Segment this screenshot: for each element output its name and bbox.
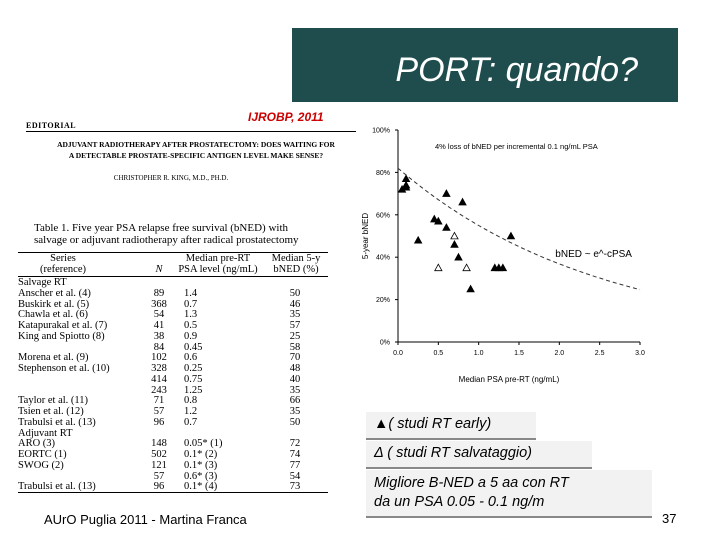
data-point-early bbox=[455, 254, 462, 260]
table-caption bbox=[34, 222, 334, 246]
table-row bbox=[18, 406, 328, 417]
header-series: Series bbox=[50, 253, 76, 264]
table-row bbox=[18, 395, 328, 406]
conclusion-line-2: da un PSA 0.05 - 0.1 ng/m bbox=[374, 494, 545, 510]
cell-reference: ARO (3) bbox=[18, 438, 56, 450]
cell-n: 71 bbox=[153, 395, 165, 407]
table-caption-line-2: salvage or adjuvant radiotherapy after radical prostatectomy bbox=[34, 234, 299, 246]
cell-reference: Katapurakal et al. (7) bbox=[18, 320, 108, 331]
article-author: CHRISTOPHER R. KING, M.D., PH.D. bbox=[113, 174, 229, 182]
cell-bned: 40 bbox=[289, 373, 301, 385]
table-row bbox=[18, 481, 328, 492]
cell-psa: 0.25 bbox=[184, 363, 203, 374]
table-caption-line-1: Table 1. Five year PSA relapse free survival (bNED) with bbox=[34, 222, 288, 234]
header-n: N bbox=[155, 264, 163, 275]
data-point-early bbox=[415, 237, 422, 243]
data-point-early bbox=[507, 232, 514, 238]
cell-n: 148 bbox=[151, 438, 167, 450]
table-row bbox=[18, 299, 328, 310]
cell-bned: 46 bbox=[289, 298, 301, 310]
cell-bned: 58 bbox=[289, 341, 301, 353]
cell-bned: 73 bbox=[289, 481, 301, 493]
table-header-row-1 bbox=[18, 253, 328, 264]
table-row bbox=[18, 460, 328, 471]
y-tick-label: 80% bbox=[375, 169, 390, 177]
data-point-early bbox=[443, 190, 450, 196]
cell-n: 243 bbox=[151, 384, 167, 396]
cell-reference: King and Spiotto (8) bbox=[18, 330, 105, 342]
slide-title: PORT: quando? bbox=[395, 50, 638, 89]
cell-psa: 0.7 bbox=[184, 416, 198, 428]
cell-psa: 0.1* (2) bbox=[184, 449, 218, 460]
x-tick-label: 1.5 bbox=[514, 350, 524, 357]
table-row bbox=[18, 342, 328, 353]
cell-n: 38 bbox=[153, 330, 165, 342]
header-psa-unit: PSA level (ng/mL) bbox=[178, 264, 258, 275]
header-reference: (reference) bbox=[39, 264, 87, 275]
x-axis-label: Median PSA pre-RT (ng/mL) bbox=[458, 375, 560, 384]
table-row bbox=[18, 320, 328, 331]
chart-title: 4% loss of bNED per incremental 0.1 ng/mL PSA bbox=[435, 142, 598, 151]
cell-psa: 1.3 bbox=[184, 309, 198, 321]
table-row bbox=[18, 374, 328, 385]
data-point-early bbox=[443, 224, 450, 230]
cell-n: 89 bbox=[153, 287, 165, 299]
table-row bbox=[18, 288, 328, 299]
data-point-early bbox=[451, 241, 458, 247]
cell-psa: 0.75 bbox=[184, 373, 203, 385]
cell-reference: Anscher et al. (4) bbox=[18, 287, 91, 299]
cell-n: 328 bbox=[151, 363, 167, 374]
headline-line-2: A DETECTABLE PROSTATE-SPECIFIC ANTIGEN LEVEL MAKE SENSE? bbox=[68, 151, 324, 160]
data-point-salvage bbox=[451, 232, 458, 238]
table-row bbox=[18, 331, 328, 342]
cell-reference: EORTC (1) bbox=[18, 449, 67, 460]
title-banner bbox=[292, 28, 678, 102]
cell-psa: 0.1* (4) bbox=[184, 481, 218, 493]
cell-bned: 35 bbox=[289, 309, 301, 321]
y-tick-label: 40% bbox=[375, 254, 390, 262]
cell-psa: 0.1* (3) bbox=[184, 459, 218, 471]
y-tick-label: 60% bbox=[375, 212, 390, 220]
cell-reference: Stephenson et al. (10) bbox=[18, 363, 110, 374]
header-bned-unit: bNED (%) bbox=[273, 264, 319, 275]
article-section-label: EDITORIAL bbox=[26, 121, 77, 130]
cell-n: 414 bbox=[151, 373, 167, 385]
cell-n: 102 bbox=[151, 352, 167, 364]
cell-bned: 50 bbox=[289, 416, 301, 428]
cell-reference: Buskirk et al. (5) bbox=[18, 298, 90, 310]
cell-reference: Chawla et al. (6) bbox=[18, 309, 88, 321]
y-axis-label: 5-year bNED bbox=[361, 212, 370, 260]
journal-citation: IJROBP, 2011 bbox=[248, 110, 324, 124]
header-bned: Median 5-y bbox=[271, 253, 321, 264]
adjuvant-section-label: Adjuvant RT bbox=[18, 427, 73, 439]
page-number: 37 bbox=[662, 511, 677, 526]
cell-bned: 66 bbox=[289, 395, 301, 407]
fit-curve-label: bNED ~ e^-cPSA bbox=[555, 249, 632, 261]
cell-psa: 0.6 bbox=[184, 352, 198, 364]
data-point-salvage bbox=[463, 264, 470, 270]
table-row bbox=[18, 309, 328, 320]
y-tick-label: 100% bbox=[372, 127, 390, 135]
cell-n: 502 bbox=[151, 449, 167, 460]
cell-psa: 0.9 bbox=[184, 330, 198, 342]
data-point-early bbox=[402, 175, 409, 181]
cell-psa: 0.7 bbox=[184, 298, 198, 310]
cell-reference: Tsien et al. (12) bbox=[18, 406, 84, 417]
salvage-rows bbox=[18, 288, 328, 428]
cell-reference: Trabulsi et al. (13) bbox=[18, 416, 96, 428]
cell-reference: Morena et al. (9) bbox=[18, 352, 89, 364]
bned-scatter-chart bbox=[352, 120, 654, 395]
x-tick-label: 2.5 bbox=[594, 350, 605, 357]
cell-n: 57 bbox=[153, 470, 165, 482]
salvage-section-label: Salvage RT bbox=[18, 277, 67, 288]
x-tick-label: 0.5 bbox=[433, 350, 444, 357]
cell-psa: 0.6* (3) bbox=[184, 470, 218, 482]
cell-psa: 1.25 bbox=[184, 384, 203, 396]
cell-psa: 0.5 bbox=[184, 320, 198, 331]
adjuvant-rows bbox=[18, 438, 328, 492]
cell-bned: 35 bbox=[289, 384, 301, 396]
cell-bned: 50 bbox=[289, 287, 301, 299]
cell-psa: 0.8 bbox=[184, 395, 198, 407]
note-conclusion bbox=[366, 470, 652, 518]
table-header bbox=[18, 253, 328, 277]
conclusion-line-1: Migliore B-NED a 5 aa con RT bbox=[374, 475, 569, 491]
cell-n: 121 bbox=[151, 459, 167, 471]
article-headline bbox=[46, 139, 346, 161]
cell-reference: Taylor et al. (11) bbox=[18, 395, 89, 407]
table-header-row-2 bbox=[18, 264, 328, 275]
data-point-early bbox=[431, 215, 438, 221]
headline-line-1: ADJUVANT RADIOTHERAPY AFTER PROSTATECTOMY: DOES WAITING FOR bbox=[57, 140, 335, 149]
cell-n: 54 bbox=[153, 309, 165, 321]
footer-text: AUrO Puglia 2011 - Martina Franca bbox=[44, 512, 247, 527]
y-tick-label: 20% bbox=[375, 297, 390, 305]
cell-n: 96 bbox=[153, 481, 165, 493]
table-row bbox=[18, 363, 328, 374]
y-tick-label: 0% bbox=[379, 339, 390, 347]
table-row bbox=[18, 438, 328, 449]
table-row bbox=[18, 385, 328, 396]
cell-bned: 25 bbox=[289, 330, 301, 342]
header-psa: Median pre-RT bbox=[185, 253, 251, 264]
note-salvage-studies: Δ ( studi RT salvataggio) bbox=[366, 441, 592, 469]
table-row bbox=[18, 471, 328, 482]
article-rule bbox=[26, 131, 356, 132]
cell-n: 96 bbox=[153, 416, 165, 428]
table-row bbox=[18, 352, 328, 363]
cell-bned: 35 bbox=[289, 406, 301, 417]
cell-bned: 74 bbox=[289, 449, 301, 460]
cell-n: 84 bbox=[153, 341, 165, 353]
cell-bned: 70 bbox=[289, 352, 301, 364]
fit-curve-line bbox=[398, 168, 640, 289]
cell-reference: Trabulsi et al. (13) bbox=[18, 481, 96, 493]
cell-bned: 54 bbox=[289, 470, 301, 482]
x-tick-label: 0.0 bbox=[393, 350, 403, 357]
cell-bned: 72 bbox=[289, 438, 301, 450]
cell-n: 368 bbox=[151, 298, 167, 310]
table-row bbox=[18, 417, 328, 428]
cell-bned: 48 bbox=[289, 363, 301, 374]
data-point-early bbox=[459, 198, 466, 204]
cell-psa: 1.4 bbox=[184, 287, 198, 299]
results-table bbox=[18, 252, 328, 493]
note-early-studies: ▲( studi RT early) bbox=[366, 412, 536, 440]
cell-psa: 0.05* (1) bbox=[184, 438, 223, 450]
x-tick-label: 3.0 bbox=[635, 350, 645, 357]
cell-psa: 1.2 bbox=[184, 406, 198, 417]
cell-bned: 77 bbox=[289, 459, 301, 471]
x-tick-label: 1.0 bbox=[473, 350, 484, 357]
cell-reference: SWOG (2) bbox=[18, 459, 64, 471]
cell-bned: 57 bbox=[289, 320, 301, 331]
data-point-early bbox=[467, 285, 474, 291]
cell-n: 41 bbox=[153, 320, 165, 331]
data-point-salvage bbox=[435, 264, 442, 270]
x-tick-label: 2.0 bbox=[554, 350, 565, 357]
table-row bbox=[18, 449, 328, 460]
cell-n: 57 bbox=[153, 406, 165, 417]
cell-psa: 0.45 bbox=[184, 341, 203, 353]
